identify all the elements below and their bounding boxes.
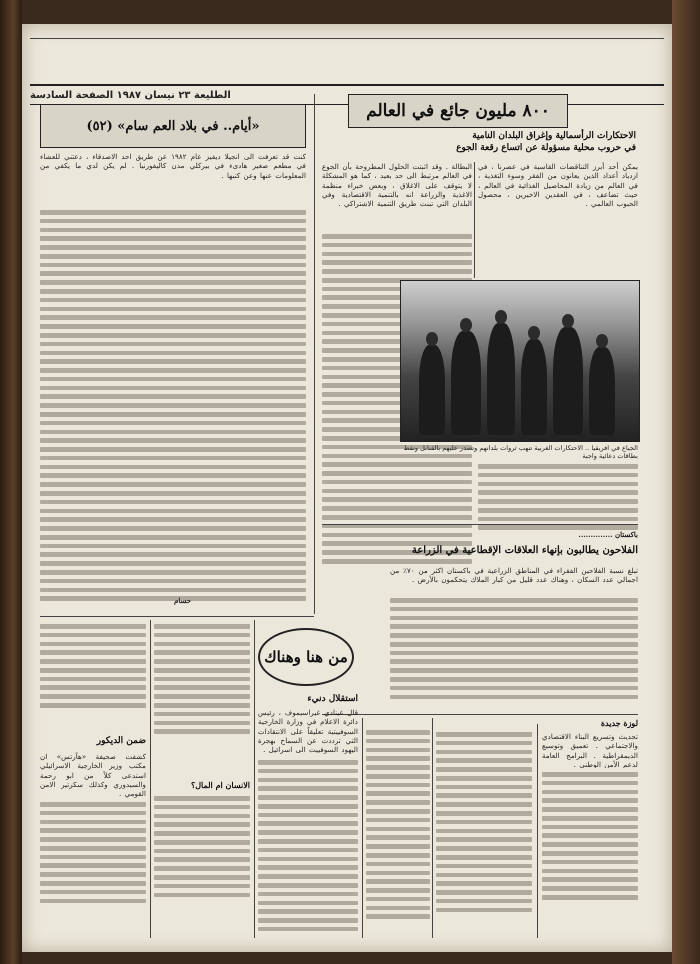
- left-section-rule: [40, 616, 314, 617]
- bottom-left-lines: [40, 624, 146, 708]
- column-item3-body: كشفت صحيفة «هآرتس» ان مكتب وزير الخارجية الاسرائيلي استدعى كلاً من ابو رحمة والسيدوري وكذلك سكرتير الامن القومي .: [40, 752, 146, 798]
- bottom-rule-3: [362, 718, 363, 938]
- bottom-mid-lines: [154, 624, 250, 734]
- page-header: [30, 84, 664, 105]
- bottom-left-lines-2: [40, 802, 146, 903]
- bottom-rule-2: [254, 620, 255, 938]
- column-rule: [474, 162, 475, 278]
- days-body-lead: كنت قد تعرفت الى انجيلا ديفيز عام ١٩٨٢ عن طريق احد الاصدقاء ، دعتني للعشاء في مطعم صغير هادىء في بيركلي مدن كاليفورنيا . لم يكن لدي ما يكفي من المعلومات عنها وعن كتبها .: [40, 152, 306, 180]
- column-rule-2: [537, 724, 538, 938]
- farmers-title: الفلاحون يطالبون بإنهاء العلاقات الإقطاعية في الزراعة: [411, 545, 638, 556]
- hunger-col-lines-2: [478, 464, 638, 530]
- section-rule-2: [322, 714, 638, 715]
- column-item1-title: استقلال دنيء: [307, 694, 358, 704]
- bottom-mid-lines-2: [154, 796, 250, 897]
- labour-body-lead: تحديث وتسريع البناء الاقتصادي والاجتماعي . تعميق وتوسيع الديمقراطية . البرامج العامة لدعم الأمن الوطني .: [542, 732, 638, 768]
- bottom-rule-4: [432, 718, 433, 938]
- farmers-byline: باكستان ..............: [578, 530, 638, 539]
- column-item1-lines: [258, 760, 358, 931]
- column-item1-body: قال غينادي غيراسيموف ، رئيس دائرة الاعلام في وزارة الخارجية السوفييتية تعليقاً على الانتقادات التي ترددت عن السماح بهجرة اليهود السوفييت الى اسرائيل .: [258, 708, 358, 755]
- left-column-rule: [314, 94, 315, 614]
- newspaper-page: [22, 24, 672, 952]
- column-item2-title: الانسان ام المال؟: [191, 780, 250, 790]
- hunger-subtitle-1: الاحتكارات الرأسمالية وإغراق البلدان النامية: [472, 131, 636, 141]
- book-binding: [0, 0, 22, 964]
- book-spine: [672, 0, 700, 964]
- farmers-body-lead: تبلغ نسبة الفلاحين الفقراء في المناطق الزراعية في باكستان اكثر من ٧٠٪ من اجمالي عدد السكان ، وهناك عدد قليل من كبار الملاك يتحكمون بالأرض .: [390, 566, 638, 585]
- hunger-photo-caption: الجياع في افريقيا .. الاحتكارات الغربية تنهب ثروات بلدانهم وتصدر عليهم بالقنابل ونقط بطاقات دعائية واجبة: [403, 444, 638, 461]
- farmers-body-lines: [390, 598, 638, 699]
- column-item3-title: ضمن الديكور: [96, 736, 146, 746]
- days-title: «أيام.. في بلاد العم سام» (٥٢): [40, 104, 306, 148]
- hunger-title: ٨٠٠ مليون جائع في العالم: [348, 94, 568, 128]
- section-rule: [322, 524, 638, 525]
- edition-line: الطليعة ٢٣ نيسان ١٩٨٧ الصفحة السادسة: [30, 89, 231, 101]
- hunger-subtitle-2: في حروب محلية مسؤولة عن اتساع رقعة الجوع: [456, 143, 636, 153]
- labour-body-lines-2: [436, 732, 532, 912]
- from-here-and-there-badge: من هنا وهناك: [258, 628, 354, 686]
- labour-body-lines: [542, 772, 638, 900]
- top-rule: [30, 38, 664, 39]
- bottom-rule-1: [150, 620, 151, 938]
- labour-title: لوزة جديدة: [600, 718, 638, 728]
- column-side-lines: [366, 730, 430, 919]
- hunger-photo: [400, 280, 640, 442]
- hunger-body-continued: البطالة . وقد اثبتت الحلول المطروحة بأن الجوع في العالم مرتبط الى حد بعيد ، كما هو المشكلة لا يتوقف على الاغلاق ، وبعض خبراء منظمة الاغذية والزراعة انه بالتنمية الاقتصادية وفي البلدان التي تبنت طريق التنمية الاشتراكي .: [322, 162, 472, 209]
- days-signature: حسام: [174, 596, 192, 605]
- hunger-body-lead: يمكن أحد أبرز التناقضات القاسية في عصرنا ، في ازدياد أعداد الذين يعانون من الفقر وسوء التغذية ، في العالم من زيادة المحاصيل الغذائية في العالم ، حيث تضاعف ، في العقدين الاخيرين ، محصول الحبوب العالمي .: [478, 162, 638, 209]
- days-body-lines: [40, 210, 306, 601]
